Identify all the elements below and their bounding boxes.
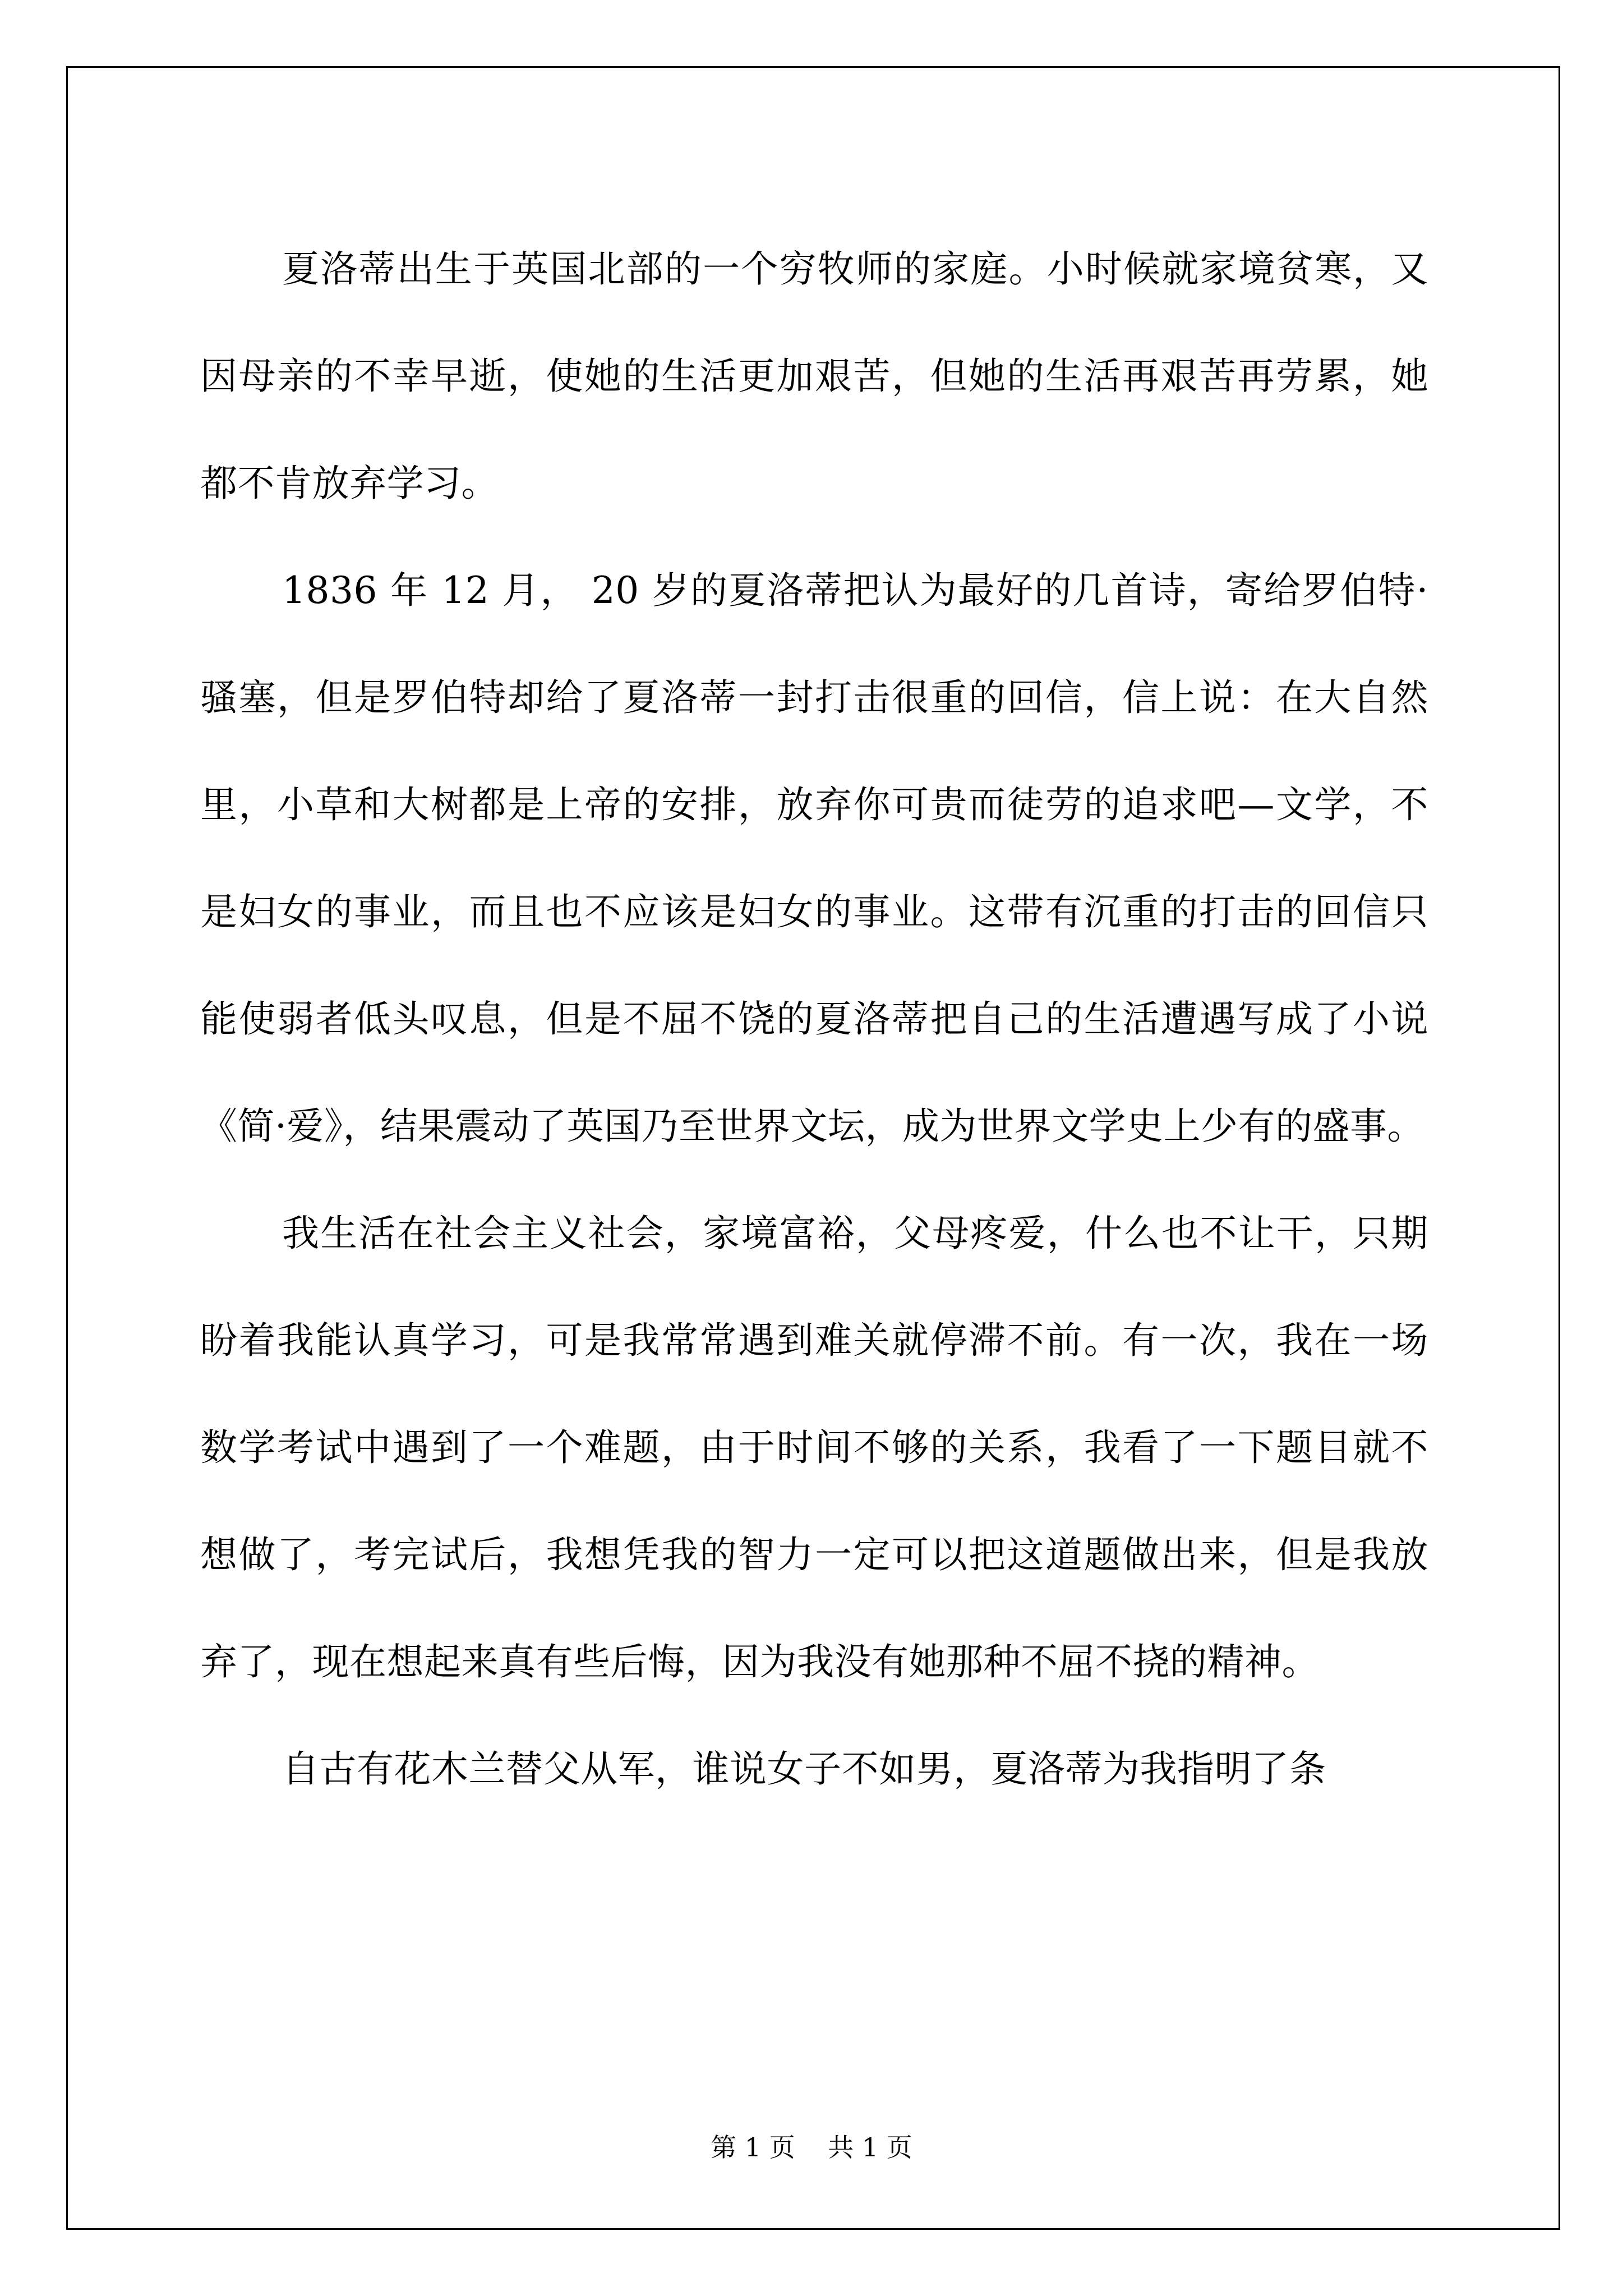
- paragraph-1: 夏洛蒂出生于英国北部的一个穷牧师的家庭。小时候就家境贫寒，又因母亲的不幸早逝，使她的生活更加艰苦，但她的生活再艰苦再劳累，她都不肯放弃学习。: [200, 247, 1428, 505]
- document-body: [200, 215, 1428, 1823]
- paragraph-2: 1836 年 12 月， 20 岁的夏洛蒂把认为最好的几首诗，寄给罗伯特·骚塞，但是罗伯特却给了夏洛蒂一封打击很重的回信，信上说：在大自然里，小草和大树都是上帝的安排，放弃你可贵而徒劳的追求吧—文学，不是妇女的事业，而且也不应该是妇女的事业。这带有沉重的打击的回信只能使弱者低头叹息，但是不屈不饶的夏洛蒂把自己的生活遭遇写成了小说《简·爱》，结果震动了英国乃至世界文坛，成为世界文学史上少有的盛事。: [200, 569, 1428, 1148]
- paragraph-3: 我生活在社会主义社会，家境富裕，父母疼爱，什么也不让干，只期盼着我能认真学习，可是我常常遇到难关就停滞不前。有一次，我在一场数学考试中遇到了一个难题，由于时间不够的关系，我看了一下题目就不想做了，考完试后，我想凭我的智力一定可以把这道题做出来，但是我放弃了，现在想起来真有些后悔，因为我没有她那种不屈不挠的精神。: [200, 1212, 1428, 1683]
- page-footer: 第 1 页 共 1 页: [711, 2132, 912, 2162]
- paragraph-4: 自古有花木兰替父从军，谁说女子不如男，夏洛蒂为我指明了条: [282, 1747, 1326, 1791]
